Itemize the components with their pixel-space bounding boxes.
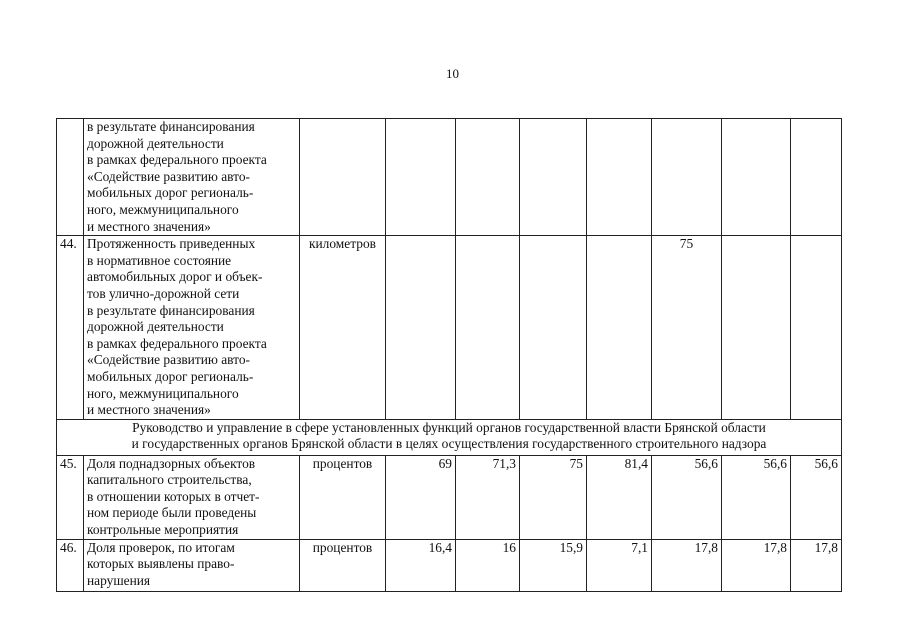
row-number: 46. [57,539,84,591]
value-cell [587,119,652,236]
section-header-row [57,419,842,455]
indicator-description: Доля поднадзорных объектов капитального строительства, в отношении которых в отчет- ном периоде были проведены контрольные мероприятия [84,455,300,539]
value-cell [791,236,842,420]
value-cell [456,119,520,236]
value-cell: 7,1 [587,539,652,591]
value-cell [722,236,791,420]
value-cell: 71,3 [456,455,520,539]
value-cell [456,236,520,420]
value-cell [520,236,587,420]
value-cell: 69 [386,455,456,539]
unit-cell: километров [300,236,386,420]
table-row [57,119,842,236]
value-cell: 16,4 [386,539,456,591]
value-cell: 81,4 [587,455,652,539]
value-cell: 56,6 [791,455,842,539]
section-heading: Руководство и управление в сфере установленных функций органов государственной власти Брянской области и государственных органов Брянской области в целях осуществления государственного строительного надзора [57,419,842,455]
value-cell [791,119,842,236]
value-cell: 56,6 [652,455,722,539]
value-cell [386,119,456,236]
value-cell: 17,8 [722,539,791,591]
table-row [57,539,842,591]
unit-cell: процентов [300,455,386,539]
indicator-description: в результате финансирования дорожной деятельности в рамках федерального проекта «Содействие развитию авто- мобильных дорог региональ- ного, межмуниципального и местного значения» [84,119,300,236]
value-cell [587,236,652,420]
value-cell: 17,8 [791,539,842,591]
value-cell: 15,9 [520,539,587,591]
page-number: 10 [446,66,459,81]
row-number [57,119,84,236]
unit-cell [300,119,386,236]
value-cell [520,119,587,236]
indicators-table [56,118,842,592]
indicator-description: Протяженность приведенных в нормативное состояние автомобильных дорог и объек- тов улично-дорожной сети в результате финансирования дорожной деятельности в рамках федерального проекта «Содействие развитию авто- мобильных дорог региональ- ного, межмуниципального и местного значения» [84,236,300,420]
table-row [57,236,842,420]
value-cell: 16 [456,539,520,591]
value-cell [722,119,791,236]
value-cell: 56,6 [722,455,791,539]
value-cell: 75 [520,455,587,539]
unit-cell: процентов [300,539,386,591]
value-cell: 17,8 [652,539,722,591]
value-cell: 75 [652,236,722,420]
table-row [57,455,842,539]
row-number: 45. [57,455,84,539]
value-cell [386,236,456,420]
indicator-description: Доля проверок, по итогам которых выявлены право- нарушения [84,539,300,591]
value-cell [652,119,722,236]
row-number: 44. [57,236,84,420]
